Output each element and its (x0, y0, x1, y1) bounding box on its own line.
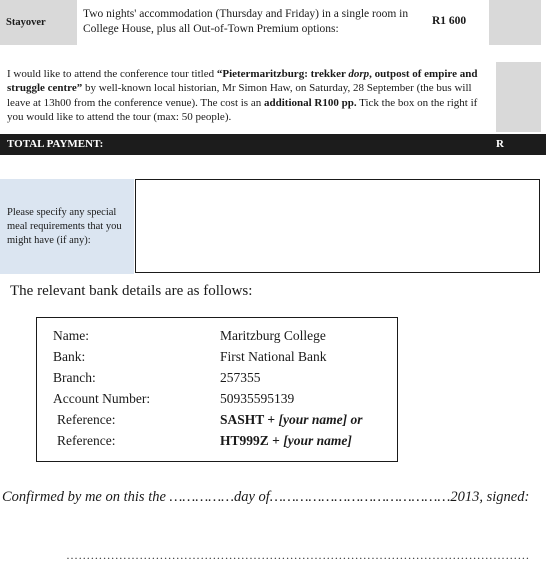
confirmation-statement: Confirmed by me on this the ……………day of……………………………………2013, signed: (2, 489, 530, 505)
tour-title-c: , outpost of empire and struggle centre” (7, 68, 478, 95)
bank-key: Bank: (53, 349, 86, 364)
tour-cost: additional R100 pp. (263, 96, 357, 109)
tour-checkbox[interactable] (496, 62, 541, 132)
bank-value: 257355 (220, 370, 261, 385)
bank-key: Reference: (57, 433, 116, 448)
bank-value (220, 433, 352, 449)
bank-value: 50935595139 (220, 391, 295, 406)
tour-intro: I would like to attend the conference tour titled (7, 68, 217, 80)
reference-placeholder: [your name] (283, 433, 352, 448)
meal-requirements-field[interactable] (135, 179, 540, 273)
bank-row-branch (53, 370, 393, 390)
bank-value: Maritzburg College (220, 328, 326, 343)
stayover-checkbox[interactable] (489, 0, 541, 45)
stayover-price: R1 600 (432, 15, 467, 27)
stayover-label: Stayover (0, 0, 77, 45)
meal-requirements-label-box (0, 179, 134, 274)
tour-title-b: dorp (348, 68, 370, 80)
bank-key: Name: (53, 328, 89, 343)
total-payment-label: TOTAL PAYMENT: (7, 138, 104, 150)
total-payment-currency[interactable]: R (496, 138, 504, 150)
reference-placeholder: [your name] or (278, 412, 363, 427)
signature-line[interactable]: …………………………………………………………………………………………………… (66, 548, 530, 562)
bank-row-reference-2 (53, 433, 393, 453)
tour-description (7, 67, 491, 125)
bank-key: Account Number: (53, 391, 151, 406)
bank-row-reference-1 (53, 412, 393, 432)
reference-code: SASHT + (220, 412, 279, 427)
meal-requirements-label: Please specify any special meal requirements that you might have (if any): (7, 207, 122, 246)
bank-row-bank (53, 349, 393, 369)
reference-code: HT999Z + (220, 433, 284, 448)
bank-details-box (36, 317, 398, 462)
stayover-description: Two nights' accommodation (Thursday and Friday) in a single room in College House, plus all Out-of-Town Premium options: (83, 8, 409, 35)
bank-key: Reference: (57, 412, 116, 427)
bank-row-account-number (53, 391, 393, 411)
bank-value: First National Bank (220, 349, 327, 364)
bank-details-intro: The relevant bank details are as follows: (10, 283, 253, 299)
bank-value (220, 412, 362, 428)
tour-title-a: “Pietermaritzburg: trekker (216, 68, 349, 80)
total-payment-bar (0, 134, 546, 155)
tour-end: Tick the box on the right if you would like to attend the tour (max: 50 people). (7, 96, 478, 124)
bank-key: Branch: (53, 370, 96, 385)
bank-row-name (53, 328, 393, 348)
tour-middle: by well-known local historian, Mr Simon Haw, on Saturday, 28 September (the bus will leave at 13h00 from the conference venue). The cost is an (7, 82, 472, 109)
